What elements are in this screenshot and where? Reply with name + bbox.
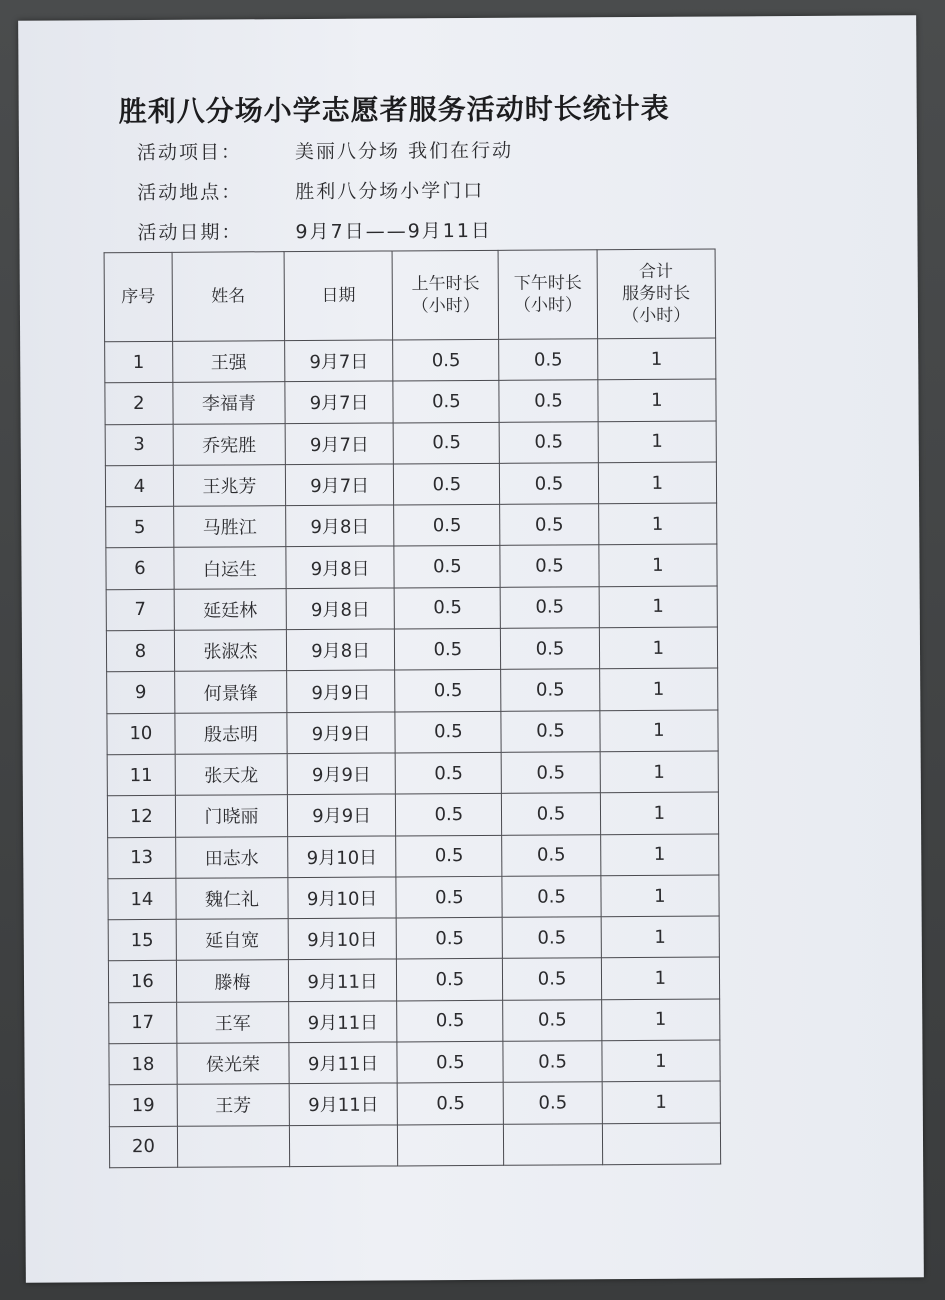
cell-pm-hours: 0.5: [501, 628, 599, 670]
cell-pm-hours: 0.5: [499, 380, 597, 422]
location-value: 胜利八分场小学门口: [295, 179, 485, 204]
cell-seq: 5: [106, 507, 174, 549]
paper-sheet: [18, 15, 924, 1282]
cell-seq: 6: [106, 548, 174, 590]
cell-date: 9月11日: [289, 1083, 397, 1125]
cell-am-hours: 0.5: [395, 711, 501, 753]
cell-am-hours: 0.5: [394, 587, 500, 629]
cell-am-hours: 0.5: [396, 917, 502, 959]
cell-total-hours: 1: [600, 792, 719, 834]
cell-total-hours: 1: [601, 916, 720, 958]
cell-pm-hours: 0.5: [499, 339, 597, 381]
project-label: 活动项目：: [136, 141, 243, 165]
cell-am-hours: 0.5: [395, 628, 501, 670]
cell-pm-hours: 0.5: [503, 917, 601, 959]
header-total-line1: 合计: [638, 261, 674, 282]
cell-name: 白运生: [174, 547, 287, 589]
cell-seq: 13: [108, 837, 176, 879]
cell-date: 9月7日: [285, 381, 393, 423]
cell-date: 9月8日: [286, 629, 394, 671]
cell-date: 9月11日: [288, 959, 396, 1001]
cell-date: 9月9日: [287, 753, 395, 795]
cell-date: 9月8日: [286, 546, 394, 588]
cell-seq: 8: [106, 630, 174, 672]
cell-total-hours: 1: [598, 462, 717, 504]
cell-date: 9月8日: [286, 505, 394, 547]
header-name: 姓名: [172, 252, 285, 342]
header-total-line2: 服务时长: [622, 283, 691, 305]
cell-am-hours: 0.5: [397, 1041, 503, 1083]
cell-name: 王兆芳: [173, 465, 286, 507]
cell-seq: 3: [105, 424, 173, 466]
cell-name: 王芳: [177, 1084, 290, 1126]
cell-pm-hours: 0.5: [502, 834, 600, 876]
cell-date: 9月9日: [287, 794, 395, 836]
cell-total-hours: 1: [601, 957, 720, 999]
cell-name: 王军: [176, 1001, 289, 1043]
cell-total-hours: 1: [601, 1040, 720, 1082]
cell-pm-hours: 0.5: [500, 545, 598, 587]
cell-total-hours: 1: [600, 834, 719, 876]
table-row: [108, 957, 719, 1002]
cell-name: [177, 1125, 290, 1167]
cell-pm-hours: 0.5: [503, 1041, 601, 1083]
cell-seq: 19: [109, 1085, 177, 1127]
cell-seq: 4: [105, 465, 173, 507]
cell-pm-hours: 0.5: [502, 793, 600, 835]
header-am-line1: 上午时长: [411, 273, 480, 295]
cell-seq: 9: [107, 672, 175, 714]
table-header-row: [104, 249, 716, 342]
cell-date: 9月10日: [288, 836, 396, 878]
cell-name: 马胜江: [173, 506, 286, 548]
cell-name: 李福青: [173, 382, 286, 424]
date-value: 9月7日——9月11日: [295, 219, 493, 244]
cell-seq: 7: [106, 589, 174, 631]
cell-am-hours: 0.5: [394, 505, 500, 547]
cell-pm-hours: [504, 1123, 602, 1165]
meta-date: [137, 216, 492, 245]
table-row: [107, 710, 718, 755]
header-total-line3: （小时）: [622, 305, 691, 327]
cell-total-hours: 1: [599, 668, 718, 710]
cell-name: 田志水: [175, 836, 288, 878]
header-am-line2: （小时）: [411, 295, 480, 317]
cell-total-hours: 1: [597, 379, 716, 421]
cell-name: 门晓丽: [175, 795, 288, 837]
cell-total-hours: 1: [597, 338, 716, 380]
cell-total-hours: 1: [599, 710, 718, 752]
cell-seq: 17: [109, 1002, 177, 1044]
document-title: 胜利八分场小学志愿者服务活动时长统计表: [118, 91, 670, 129]
cell-pm-hours: 0.5: [504, 1082, 602, 1124]
header-total-hours: [597, 249, 716, 339]
table-row: [109, 1123, 720, 1168]
cell-seq: 2: [105, 383, 173, 425]
cell-am-hours: 0.5: [397, 1083, 503, 1125]
cell-total-hours: 1: [600, 875, 719, 917]
cell-am-hours: 0.5: [397, 959, 503, 1001]
cell-seq: 10: [107, 713, 175, 755]
table-row: [105, 421, 716, 466]
table-row: [106, 627, 717, 672]
cell-pm-hours: 0.5: [503, 999, 601, 1041]
cell-name: 殷志明: [175, 712, 288, 754]
project-value: 美丽八分场 我们在行动: [294, 139, 514, 164]
cell-am-hours: 0.5: [395, 670, 501, 712]
cell-name: 张天龙: [175, 754, 288, 796]
cell-am-hours: 0.5: [394, 546, 500, 588]
cell-total-hours: 1: [599, 627, 718, 669]
volunteer-hours-table: [104, 248, 722, 1168]
cell-date: 9月11日: [289, 1001, 397, 1043]
cell-total-hours: 1: [599, 586, 718, 628]
cell-name: 延廷林: [174, 588, 287, 630]
cell-seq: 12: [107, 796, 175, 838]
cell-seq: 15: [108, 919, 176, 961]
table-row: [105, 338, 716, 383]
cell-pm-hours: 0.5: [501, 710, 599, 752]
table-row: [107, 668, 718, 713]
cell-am-hours: 0.5: [395, 752, 501, 794]
cell-total-hours: 1: [598, 421, 717, 463]
cell-pm-hours: 0.5: [500, 504, 598, 546]
table-row: [109, 1081, 720, 1126]
cell-name: 何景锋: [174, 671, 287, 713]
table-row: [106, 586, 717, 631]
table-row: [108, 834, 719, 879]
cell-am-hours: 0.5: [396, 794, 502, 836]
cell-date: 9月7日: [285, 423, 393, 465]
table-row: [108, 875, 719, 920]
cell-am-hours: [398, 1124, 504, 1166]
cell-seq: 1: [105, 341, 173, 383]
cell-total-hours: [602, 1123, 721, 1165]
cell-name: 魏仁礼: [176, 877, 289, 919]
cell-pm-hours: 0.5: [502, 876, 600, 918]
cell-pm-hours: 0.5: [503, 958, 601, 1000]
cell-date: 9月9日: [287, 670, 395, 712]
cell-name: 滕梅: [176, 960, 289, 1002]
header-pm-line1: 下午时长: [513, 273, 582, 294]
cell-total-hours: 1: [600, 751, 719, 793]
cell-date: 9月10日: [288, 918, 396, 960]
cell-pm-hours: 0.5: [500, 421, 598, 463]
table-row: [106, 544, 717, 589]
cell-name: 张淑杰: [174, 630, 287, 672]
cell-seq: 14: [108, 878, 176, 920]
cell-am-hours: 0.5: [393, 422, 499, 464]
meta-project: [137, 136, 513, 165]
cell-name: 王强: [172, 341, 285, 383]
cell-date: 9月11日: [289, 1042, 397, 1084]
table-row: [107, 751, 718, 796]
table-row: [108, 916, 719, 961]
cell-date: 9月9日: [287, 712, 395, 754]
cell-total-hours: 1: [601, 999, 720, 1041]
cell-pm-hours: 0.5: [501, 669, 599, 711]
cell-date: 9月7日: [285, 464, 393, 506]
header-pm-line2: （小时）: [513, 295, 582, 316]
cell-am-hours: 0.5: [397, 1000, 503, 1042]
cell-pm-hours: 0.5: [500, 463, 598, 505]
cell-seq: 11: [107, 754, 175, 796]
cell-seq: 18: [109, 1043, 177, 1085]
cell-seq: 20: [109, 1126, 177, 1168]
cell-pm-hours: 0.5: [502, 752, 600, 794]
header-date: 日期: [284, 251, 393, 341]
cell-date: 9月8日: [286, 588, 394, 630]
table-row: [105, 462, 716, 507]
cell-name: 延自宽: [176, 919, 289, 961]
cell-date: 9月7日: [285, 340, 393, 382]
cell-total-hours: 1: [602, 1081, 721, 1123]
table-row: [106, 503, 717, 548]
cell-seq: 16: [108, 961, 176, 1003]
cell-pm-hours: 0.5: [501, 586, 599, 628]
meta-location: [137, 176, 484, 205]
cell-total-hours: 1: [598, 544, 717, 586]
cell-date: [289, 1125, 397, 1167]
cell-am-hours: 0.5: [396, 835, 502, 877]
table-row: [109, 999, 720, 1044]
cell-name: 侯光荣: [177, 1043, 290, 1085]
cell-date: 9月10日: [288, 877, 396, 919]
cell-am-hours: 0.5: [393, 381, 499, 423]
cell-am-hours: 0.5: [394, 463, 500, 505]
header-seq: 序号: [104, 252, 172, 341]
date-label: 活动日期：: [137, 221, 243, 245]
table-row: [109, 1040, 720, 1085]
header-pm-hours: [499, 250, 598, 340]
cell-am-hours: 0.5: [396, 876, 502, 918]
cell-total-hours: 1: [598, 503, 717, 545]
cell-am-hours: 0.5: [393, 339, 499, 381]
table-row: [105, 379, 716, 424]
header-am-hours: [392, 250, 499, 340]
cell-name: 乔宪胜: [173, 423, 286, 465]
location-label: 活动地点：: [137, 181, 243, 205]
table-row: [107, 792, 718, 837]
